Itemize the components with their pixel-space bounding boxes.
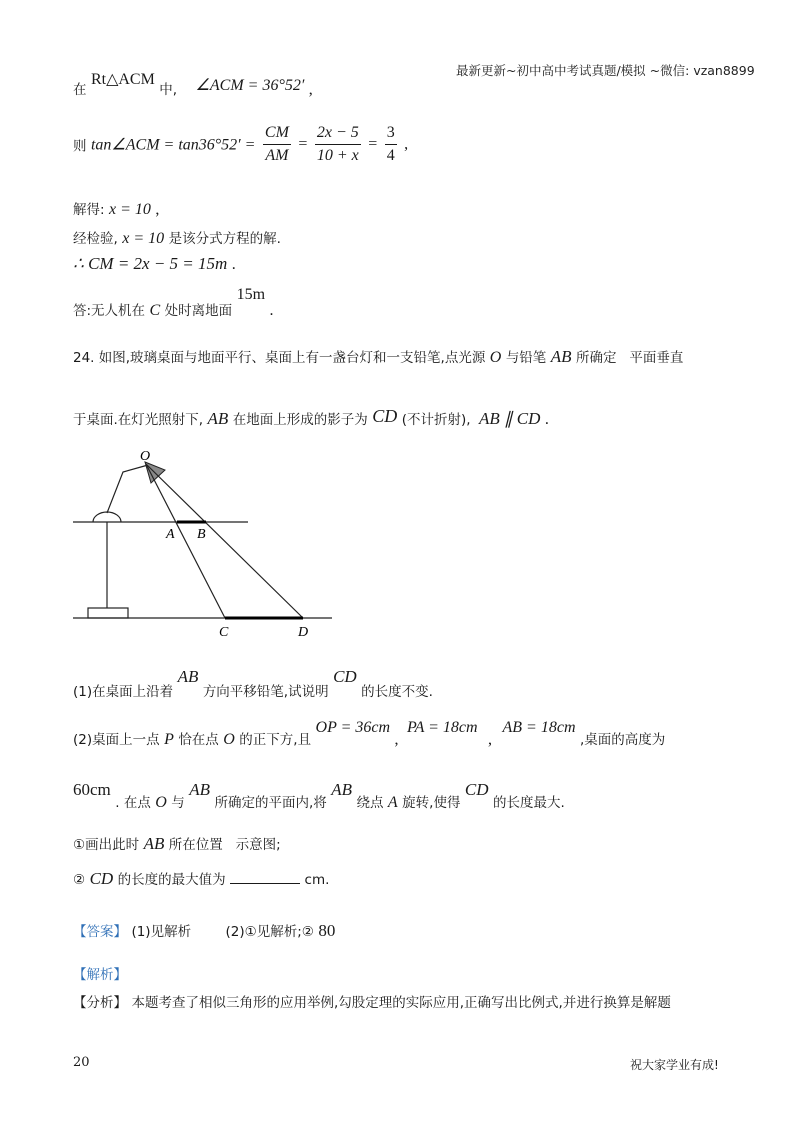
lamp-dome xyxy=(93,512,121,522)
table-base xyxy=(88,608,128,618)
fraction-3-4: $\frac{3}{4}$ xyxy=(386,124,395,164)
solution-line-1: 在 Rt△ACM 中, ∠ACM = 36°52′ , xyxy=(73,71,313,98)
label-b: B xyxy=(197,527,206,542)
label-o: O xyxy=(140,449,151,464)
solution-line-5: ∴ CM = 2x − 5 = 15m . xyxy=(73,254,236,273)
fraction-cm-am: $\frac{CM}{AM}$ xyxy=(264,124,289,164)
question-2-line-1: (2)桌面上一点 P 恰在点 O 的正下方,且 OP = 36cm , PA = 18cm , AB = 18cm ,桌面的高度为 xyxy=(73,719,666,748)
light-ray-right xyxy=(146,464,225,618)
problem-24-line-2: 于桌面.在灯光照射下, AB 在地面上形成的影子为 CD (不计折射), AB ∥ CD . xyxy=(73,406,549,428)
solution-line-3: 解得: x = 10 , xyxy=(73,201,160,218)
answer-line: 【答案】 (1)见解析 (2)①见解析;② 80 xyxy=(73,921,336,940)
page-number: 20 xyxy=(73,1055,90,1070)
lamp-shadow-figure xyxy=(60,440,350,650)
label-a: A xyxy=(166,527,175,542)
lamp-arm xyxy=(107,465,148,513)
analysis-line: 【分析】 本题考查了相似三角形的应用举例,勾股定理的实际应用,正确写出比例式,并进行换算是解题 xyxy=(73,995,671,1011)
fraction-2x5-10x: $\frac{2x - 5}{10 + x}$ xyxy=(316,124,359,164)
label-c: C xyxy=(219,625,229,640)
sub-question-1: ①画出此时 AB 所在位置 示意图; xyxy=(73,834,281,853)
page-header: 最新更新~初中高中考试真题/模拟 ~微信: vzan8899 xyxy=(456,63,755,78)
question-2-line-2: 60cm . 在点 O 与 AB 所确定的平面内,将 AB 绕点 A 旋转,使得 CD 的长度最大. xyxy=(73,780,565,811)
solution-line-6: 答:无人机在 C 处时离地面 15m . xyxy=(73,286,274,319)
label-d: D xyxy=(298,625,309,640)
problem-24-line-1: 24. 如图,玻璃桌面与地面平行、桌面上有一盏台灯和一支铅笔,点光源 O 与铅笔 AB 所确定 平面垂直 xyxy=(73,347,684,366)
footer-slogan: 祝大家学业有成! xyxy=(630,1058,719,1072)
question-1: (1)在桌面上沿着 AB 方向平移铅笔,试说明 CD 的长度不变. xyxy=(73,667,433,700)
solution-line-2: 则 tan∠ACM = tan36°52′ = $\frac{CM}{AM}$ = $\frac{2x - 5}{10 + x}$ = $\frac{3}{4}$ , xyxy=(73,124,409,164)
analysis-tag: 【解析】 xyxy=(73,967,127,983)
answer-blank xyxy=(230,870,300,884)
sub-question-2: ② CD 的长度的最大值为 cm. xyxy=(73,869,330,888)
answer-tag: 【答案】 xyxy=(73,924,127,940)
solution-line-4: 经检验, x = 10 是该分式方程的解. xyxy=(73,230,281,247)
